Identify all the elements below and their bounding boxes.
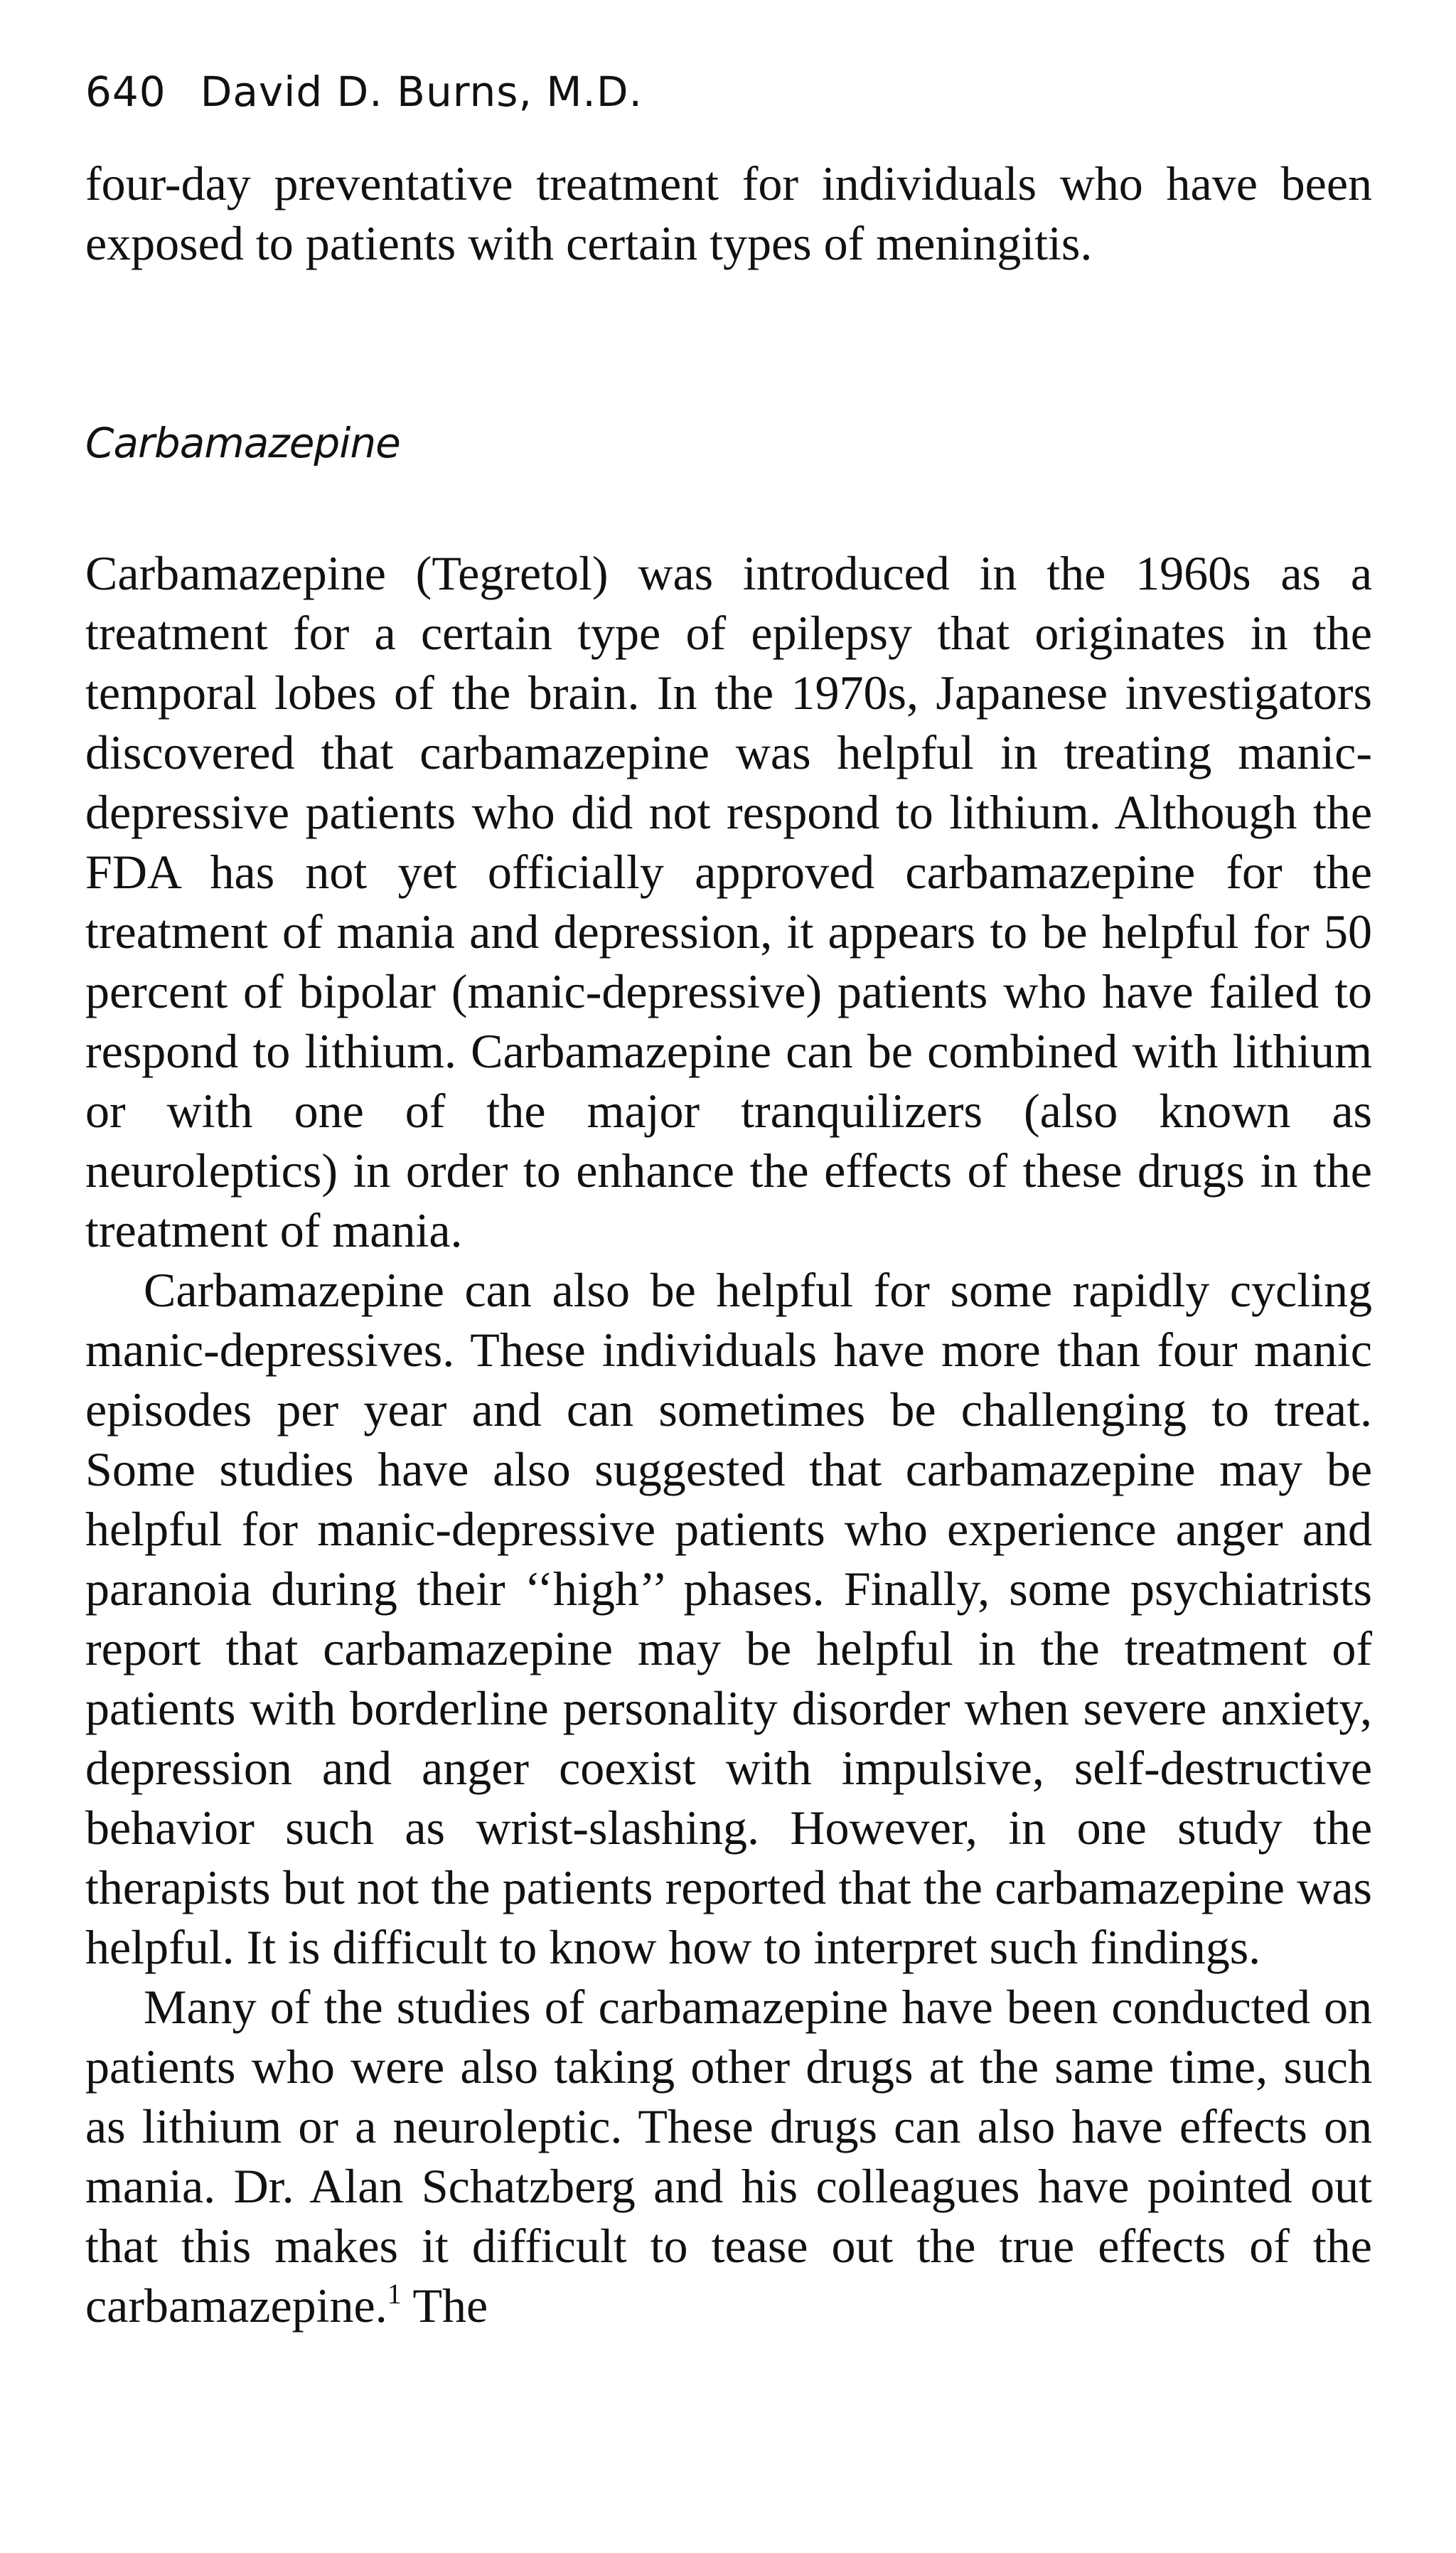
author-name: David D. Burns, M.D. xyxy=(200,68,643,116)
section-body xyxy=(85,543,1372,2335)
book-page xyxy=(85,68,1372,2335)
paragraph-2: Carbamazepine can also be helpful for some rapidly cycling manic-depressives. These individuals have more than four manic episodes per year and can sometimes be challenging to treat. Some studies have also suggested that carbamazepine may be helpful for manic-depressive patients who experience anger and paranoia during their ‘‘high’’ phases. Finally, some psychiatrists report that carbamazepine may be helpful in the treatment of patients with borderline personality disorder when severe anxiety, depression and anger coexist with impulsive, self-destructive behavior such as wrist-slashing. However, in one study the therapists but not the patients reported that the carbamazepine was helpful. It is difficult to know how to interpret such findings. xyxy=(85,1263,1372,1974)
footnote-marker: 1 xyxy=(387,2278,402,2310)
page-number: 640 xyxy=(85,68,166,116)
paragraph-1: Carbamazepine (Tegretol) was introduced in the 1960s as a treatment for a certain type of epilepsy that originates in the temporal lobes of the brain. In the 1970s, Japanese investigators discovered that carbamazepine was helpful in treating manic-depressive patients who did not respond to lithium. Although the FDA has not yet officially approved carbamazepine for the treatment of mania and depression, it appears to be helpful for 50 percent of bipolar (manic-depressive) patients who have failed to respond to lithium. Carbamazepine can be combined with lithium or with one of the major tranquilizers (also known as neuroleptics) in order to enhance the effects of these drugs in the treatment of mania. xyxy=(85,546,1372,1257)
continued-paragraph: four-day preventative treatment for individuals who have been exposed to patients with certain types of meningitis. xyxy=(85,156,1372,270)
paragraph-3 xyxy=(85,1977,1372,2335)
section-heading: Carbamazepine xyxy=(85,419,400,467)
paragraph-3-text: Many of the studies of carbamazepine have been conducted on patients who were also taking other drugs at the same time, such as lithium or a neuroleptic. These drugs can also have effects on mania. Dr. Alan Schatzberg and his colleagues have pointed out that this makes it difficult to tease out the true effects of the carbamazepine. xyxy=(85,1980,1372,2333)
paragraph-3-trailing-text: The xyxy=(401,2278,488,2333)
running-head xyxy=(85,68,1372,116)
